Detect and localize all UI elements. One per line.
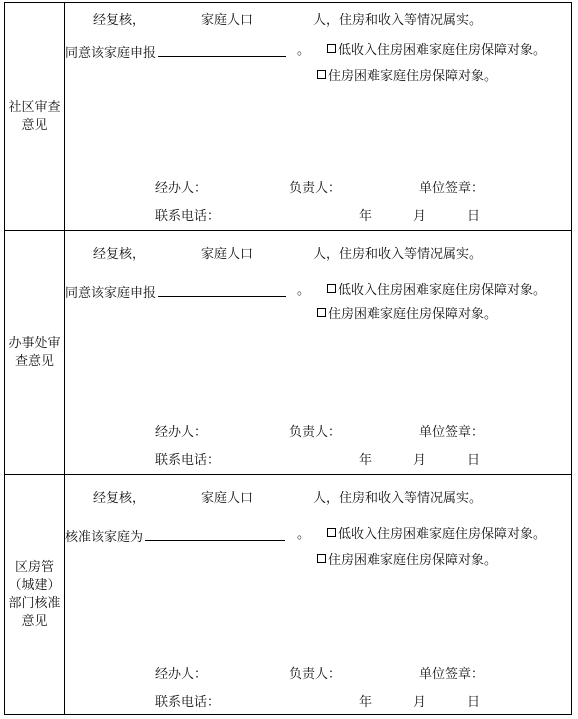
option-housing-difficulty [317,553,497,569]
approve-line [65,283,288,302]
option-label: 低收入住房困难家庭住房保障对象。 [338,43,547,58]
checkbox[interactable] [327,44,336,53]
phone-label: 联系电话： [155,695,221,710]
responsible-label: 负责人： [289,425,342,440]
office-review-section [5,231,571,475]
checkbox[interactable] [327,528,336,537]
handler-label: 经办人： [155,181,208,196]
approve-prefix: 核准该家庭为 [65,530,144,545]
responsible-label: 负责人： [289,181,342,196]
option-low-income [327,527,546,543]
persons-suffix-text: 人，住房和收入等情况属实。 [313,247,483,262]
seal-label: 单位签章： [419,181,485,196]
day-label: 日 [467,453,481,468]
approve-prefix: 同意该家庭申报 [65,46,157,61]
year-label: 年 [359,209,373,224]
option-housing-difficulty [317,307,497,323]
approve-blank-field[interactable] [158,283,286,297]
responsible-label: 负责人： [289,667,342,682]
day-label: 日 [467,695,481,710]
section-content [65,3,571,230]
month-label: 月 [413,695,427,710]
year-label: 年 [359,695,373,710]
section-label-cell [5,3,65,230]
housing-dept-approval-section [5,475,571,714]
checkbox[interactable] [327,284,336,293]
approve-blank-field[interactable] [158,43,286,57]
review-form-table [4,2,572,715]
option-label: 低收入住房困难家庭住房保障对象。 [338,527,547,542]
section-label: 社区审查 意见 [8,99,61,133]
approve-line [65,527,287,546]
option-low-income [327,43,546,59]
option-label: 住房困难家庭住房保障对象。 [328,553,498,568]
phone-label: 联系电话： [155,209,221,224]
year-label: 年 [359,453,373,468]
section-content [65,475,571,714]
verify-text: 经复核， [93,247,146,262]
verify-text: 经复核， [93,13,146,28]
checkbox[interactable] [317,554,326,563]
month-label: 月 [413,209,427,224]
handler-label: 经办人： [155,425,208,440]
persons-suffix-text: 人，住房和收入等情况属实。 [313,13,483,28]
phone-label: 联系电话： [155,453,221,468]
community-review-section [5,3,571,231]
approve-blank-field[interactable] [145,527,285,541]
option-housing-difficulty [317,69,497,85]
approve-line-end: 。 [297,43,311,58]
option-label: 住房困难家庭住房保障对象。 [328,69,498,84]
section-label: 办事处审 查意见 [8,335,61,369]
section-content [65,231,571,474]
approve-prefix: 同意该家庭申报 [65,286,157,301]
approve-line-end: 。 [297,527,311,542]
option-label: 住房困难家庭住房保障对象。 [328,307,498,322]
month-label: 月 [413,453,427,468]
option-low-income [327,283,546,299]
seal-label: 单位签章： [419,425,485,440]
section-label-cell [5,231,65,474]
verify-text: 经复核， [93,491,146,506]
household-population-label: 家庭人口 [201,247,254,262]
seal-label: 单位签章： [419,667,485,682]
approve-line [65,43,288,62]
section-label: 区房管 （城建） 部门核准 意见 [8,559,61,629]
section-label-cell [5,475,65,714]
checkbox[interactable] [317,308,326,317]
checkbox[interactable] [317,70,326,79]
persons-suffix-text: 人，住房和收入等情况属实。 [313,491,483,506]
household-population-label: 家庭人口 [201,491,254,506]
day-label: 日 [467,209,481,224]
handler-label: 经办人： [155,667,208,682]
approve-line-end: 。 [297,283,311,298]
option-label: 低收入住房困难家庭住房保障对象。 [338,283,547,298]
household-population-label: 家庭人口 [201,13,254,28]
